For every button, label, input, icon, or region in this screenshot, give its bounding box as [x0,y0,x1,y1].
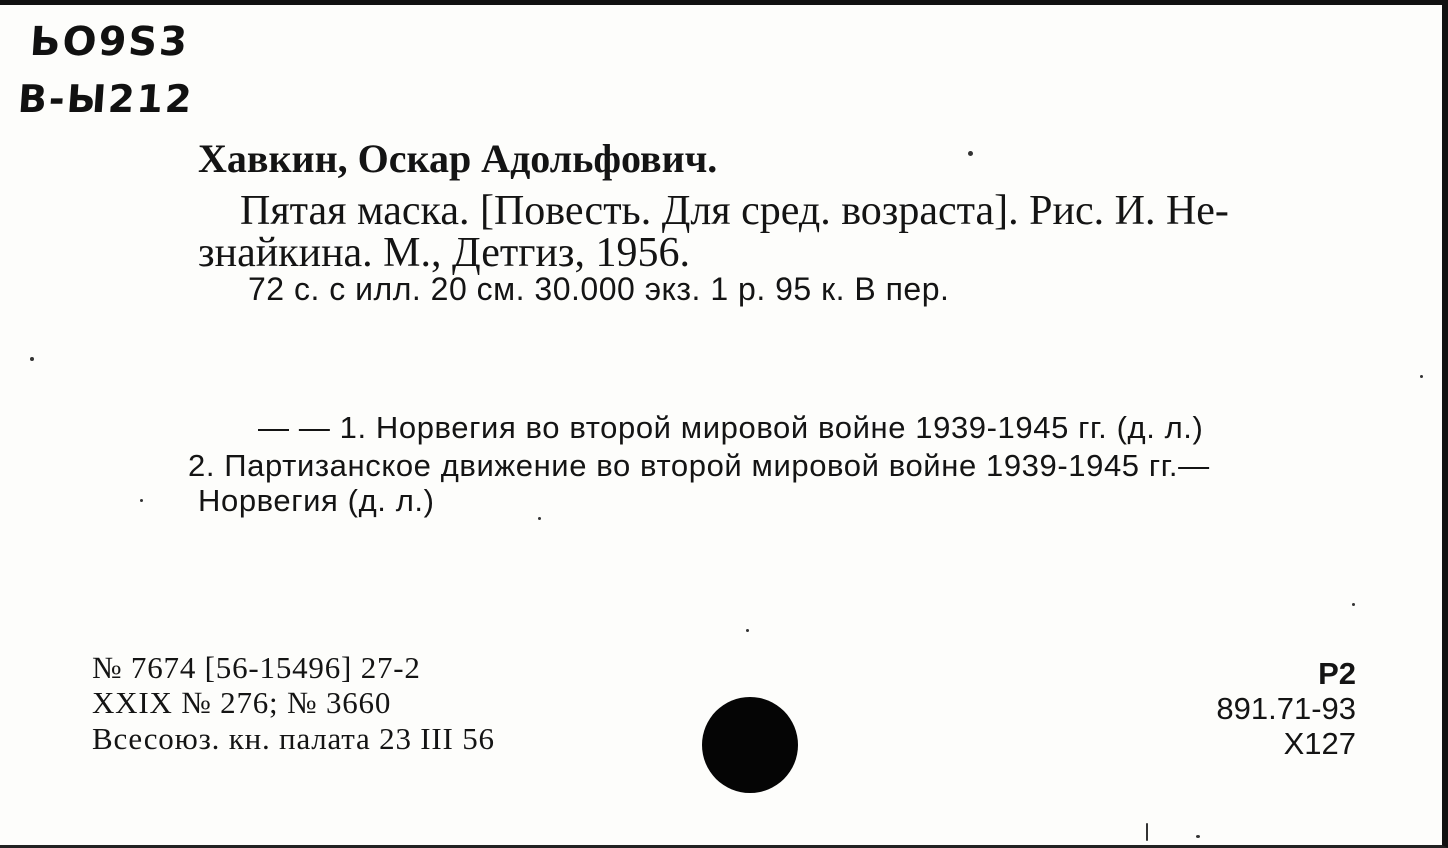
subject-line-3: Норвегия (д. л.) [198,483,435,518]
registry-number: XXIX № 276; № 3660 [92,685,392,720]
speck [140,499,143,502]
handwritten-inventory-number: В-Ы212 [16,77,195,121]
subject-line-2: 2. Партизанское движение во второй мировой войне 1939-1945 гг.— [188,448,1210,483]
collation-line: 72 с. с илл. 20 см. 30.000 экз. 1 р. 95 к. В пер. [248,271,950,307]
title-line-1: Пятая маска. [Повесть. Для сред. возраста]. Рис. И. Не- [240,188,1229,234]
subject-line-1: — — 1. Норвегия во второй мировой войне 1939-1945 гг. (д. л.) [258,410,1204,445]
handwritten-shelf-mark: ЬО9S3 [28,19,191,65]
speck [968,151,973,156]
speck [1146,823,1148,841]
author-heading: Хавкин, Оскар Адольфович. [198,136,718,181]
record-number: № 7674 [56-15496] 27-2 [92,650,421,685]
speck [746,629,749,632]
classification-code: Р2 [1318,656,1356,691]
author-mark: Х127 [1283,726,1356,761]
classification-number: 891.71-93 [1216,691,1356,726]
chamber-imprint: Всесоюз. кн. палата 23 III 56 [92,721,495,756]
speck [30,357,34,361]
speck [1352,603,1355,606]
speck [538,517,541,520]
speck [1196,835,1200,838]
speck [1420,375,1423,378]
title-line-2: знайкина. М., Детгиз, 1956. [198,230,690,276]
punch-hole [702,697,798,793]
